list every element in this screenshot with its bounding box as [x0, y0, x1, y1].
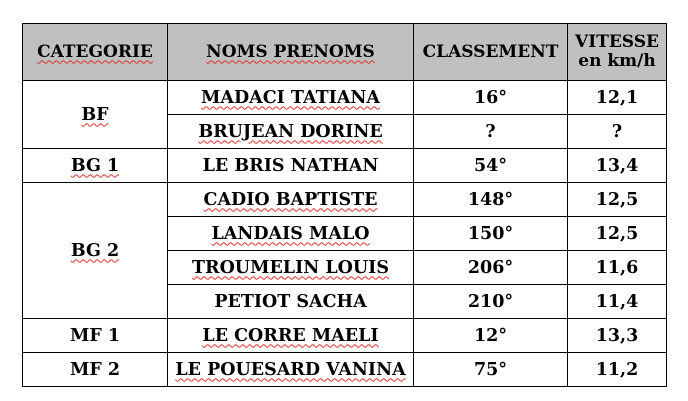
- name-label: TROUMELIN LOUIS: [192, 257, 389, 278]
- table-row: [23, 149, 667, 183]
- name-cell: [168, 251, 414, 285]
- header-categorie-label: CATEGORIE: [37, 41, 153, 62]
- category-label: BF: [81, 104, 109, 125]
- rank-cell: 150°: [414, 217, 568, 251]
- rank-cell: 206°: [414, 251, 568, 285]
- name-label: MADACI TATIANA: [201, 87, 380, 108]
- speed-cell: 12,1: [568, 81, 667, 115]
- speed-cell: 12,5: [568, 183, 667, 217]
- speed-cell: 12,5: [568, 217, 667, 251]
- category-cell: [23, 353, 168, 387]
- name-cell: [168, 319, 414, 353]
- header-noms-prenoms-label: NOMS PRENOMS: [206, 41, 375, 62]
- table-header: [23, 24, 667, 81]
- name-cell: [168, 183, 414, 217]
- name-cell: [168, 115, 414, 149]
- table-row: [23, 353, 667, 387]
- name-label: PETIOT SACHA: [214, 291, 367, 312]
- results-table: [22, 23, 667, 387]
- category-label: BG 2: [70, 240, 120, 261]
- rank-cell: ?: [414, 115, 568, 149]
- table-row: [23, 81, 667, 115]
- speed-cell: 13,3: [568, 319, 667, 353]
- rank-cell: 12°: [414, 319, 568, 353]
- table-body: [23, 81, 667, 387]
- table-row: [23, 319, 667, 353]
- rank-cell: 16°: [414, 81, 568, 115]
- name-label: LE CORRE MAELI: [202, 325, 379, 346]
- name-label: LE BRIS NATHAN: [202, 155, 379, 176]
- category-cell: [23, 319, 168, 353]
- category-cell: [23, 149, 168, 183]
- name-cell: [168, 285, 414, 319]
- category-label: BG 1: [70, 155, 120, 176]
- name-label: LANDAIS MALO: [211, 223, 370, 244]
- speed-cell: 11,4: [568, 285, 667, 319]
- speed-cell: ?: [568, 115, 667, 149]
- header-vitesse: [568, 24, 667, 81]
- name-label: CADIO BAPTISTE: [203, 189, 378, 210]
- rank-cell: 148°: [414, 183, 568, 217]
- table-row: [23, 183, 667, 217]
- header-vitesse-line2: en km/h: [578, 51, 656, 71]
- rank-cell: 210°: [414, 285, 568, 319]
- header-classement: [414, 24, 568, 81]
- category-cell: [23, 183, 168, 319]
- name-cell: [168, 353, 414, 387]
- name-label: BRUJEAN DORINE: [198, 121, 383, 142]
- category-cell: [23, 81, 168, 149]
- speed-cell: 13,4: [568, 149, 667, 183]
- header-categorie: [23, 24, 168, 81]
- name-label: LE POUESARD VANINA: [175, 359, 406, 380]
- header-noms-prenoms: [168, 24, 414, 81]
- speed-cell: 11,2: [568, 353, 667, 387]
- name-cell: [168, 81, 414, 115]
- name-cell: [168, 217, 414, 251]
- header-vitesse-line1: VITESSE: [575, 32, 659, 52]
- name-cell: [168, 149, 414, 183]
- category-label: MF 1: [69, 325, 121, 346]
- rank-cell: 54°: [414, 149, 568, 183]
- rank-cell: 75°: [414, 353, 568, 387]
- category-label: MF 2: [69, 359, 121, 380]
- speed-cell: 11,6: [568, 251, 667, 285]
- header-row: [23, 24, 667, 81]
- header-classement-label: CLASSEMENT: [422, 41, 559, 62]
